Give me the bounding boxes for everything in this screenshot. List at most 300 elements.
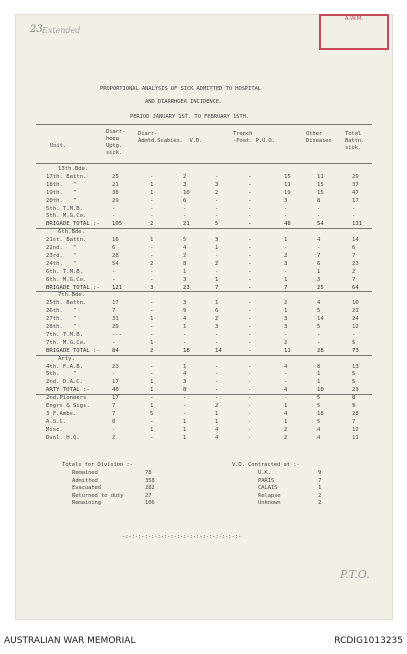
value-cell: - <box>248 418 252 425</box>
value-cell: - <box>317 205 321 212</box>
value-cell: 3 <box>183 181 187 188</box>
value-cell: 17 <box>112 300 119 307</box>
value-cell: 3 <box>150 284 154 291</box>
unit-cell: 5th. T.M.B. <box>46 205 84 212</box>
value-cell: 11 <box>284 347 291 354</box>
title-line-3: PERIOD JANUARY 1ST. TO FEBRUARY 15TH. <box>130 114 250 120</box>
value-cell: 1 <box>150 316 154 323</box>
value-cell: - <box>215 268 219 275</box>
unit-cell: 23rd. " <box>46 252 77 259</box>
value-cell: - <box>248 363 252 370</box>
awm-stamp <box>319 14 389 50</box>
value-cell: - <box>215 197 219 204</box>
value-cell: 38 <box>112 189 119 196</box>
unit-cell: 5th. M.G.Co. <box>46 213 87 220</box>
value-cell: 21 <box>183 221 190 228</box>
table-row <box>0 403 378 410</box>
value-cell: - <box>317 245 321 251</box>
table-row <box>0 277 378 284</box>
value-cell: - <box>112 276 116 283</box>
value-cell: - <box>284 213 288 220</box>
unit-cell: 19th. " <box>46 189 77 196</box>
value-cell: 1 <box>183 426 187 433</box>
value-cell: 5 <box>317 324 321 330</box>
value-cell: - <box>248 316 252 323</box>
value-cell: 6 <box>112 245 116 251</box>
value-cell: 5 <box>352 371 356 378</box>
unit-cell: 26th. " <box>46 308 77 315</box>
totals-label: Remaining <box>72 500 101 506</box>
totals-value: 27 <box>145 492 152 499</box>
value-cell: 1 <box>284 237 288 244</box>
value-cell: 2 <box>150 260 154 267</box>
value-cell: - <box>248 308 252 315</box>
unit-cell: 24th. " <box>46 260 77 267</box>
value-cell: - <box>215 387 219 394</box>
value-cell: - <box>248 221 252 228</box>
table-row <box>0 182 378 189</box>
value-cell: - <box>183 403 187 409</box>
col-header-diarr-admtd: Diarr- Admtd.Scabies. V.D. <box>138 131 203 144</box>
value-cell: 3 <box>284 197 288 204</box>
value-cell: 1 <box>150 426 154 433</box>
table-row <box>0 261 378 268</box>
value-cell: 1 <box>215 418 219 425</box>
value-cell: - <box>183 331 187 338</box>
value-cell: 29 <box>112 324 119 330</box>
unit-cell: Arty. <box>58 355 75 362</box>
value-cell: - <box>248 410 252 417</box>
totals-label: Remained <box>72 470 98 476</box>
value-cell: - <box>150 245 154 251</box>
value-cell: - <box>284 379 288 386</box>
value-cell: - <box>150 205 154 212</box>
unit-cell: Dvnl. H.Q. <box>46 434 80 441</box>
value-cell: - <box>248 339 252 346</box>
value-cell: - <box>215 339 219 346</box>
value-cell: - <box>284 268 288 275</box>
vd-label: CALAIS <box>258 485 278 491</box>
value-cell: 17 <box>112 395 119 402</box>
value-cell: 23 <box>352 260 359 267</box>
value-cell: - <box>150 434 154 441</box>
group-header-row <box>0 356 378 363</box>
group-header-row <box>0 292 378 299</box>
value-cell: - <box>215 205 219 212</box>
value-cell: 4 <box>317 237 321 244</box>
value-cell: - <box>248 331 252 338</box>
value-cell: 48 <box>284 221 291 228</box>
value-cell: - <box>248 276 252 283</box>
value-cell: 25 <box>317 284 324 291</box>
footer-institution: AUSTRALIAN WAR MEMORIAL <box>4 636 136 646</box>
value-cell: - <box>248 434 252 441</box>
value-cell: 3 <box>284 316 288 323</box>
col-header-trench-foot: Trench -Foot. P.U.O. <box>233 131 275 144</box>
table-row <box>0 371 378 378</box>
value-cell: 1 <box>150 339 154 346</box>
unit-cell: 25th. Battn. <box>46 300 87 307</box>
value-cell: - <box>248 324 252 330</box>
value-cell: 3 <box>284 324 288 330</box>
value-cell: 2 <box>183 252 187 259</box>
value-cell: 2 <box>284 252 288 259</box>
value-cell: - <box>248 189 252 196</box>
value-cell: 2 <box>284 426 288 433</box>
value-cell: - <box>248 245 252 251</box>
value-cell: 4 <box>317 426 321 433</box>
value-cell: - <box>248 371 252 378</box>
vd-value: 9 <box>318 470 322 476</box>
value-cell: 4 <box>284 387 288 394</box>
unit-cell: 20th. " <box>46 197 77 204</box>
totals-value: 358 <box>145 477 155 484</box>
value-cell: 1 <box>183 434 187 441</box>
value-cell: 1 <box>150 379 154 386</box>
value-cell: 23 <box>112 363 119 370</box>
value-cell: 4 <box>183 316 187 323</box>
value-cell: 16 <box>112 237 119 244</box>
value-cell: - <box>284 331 288 338</box>
value-cell: 17 <box>352 197 359 204</box>
value-cell: 1 <box>183 418 187 425</box>
unit-cell: 18th. " <box>46 181 77 188</box>
table-row <box>0 340 378 347</box>
value-cell: - <box>248 205 252 212</box>
unit-cell: 21st. Battn. <box>46 237 87 244</box>
value-cell: 1 <box>150 189 154 196</box>
value-cell: 1 <box>183 268 187 275</box>
value-cell: 5 <box>215 221 219 228</box>
value-cell: 5 <box>317 308 321 315</box>
value-cell: 47 <box>352 189 359 196</box>
value-cell: 29 <box>352 173 359 180</box>
unit-cell: 22nd. " <box>46 245 77 251</box>
value-cell: - <box>215 252 219 259</box>
value-cell: 40 <box>112 387 119 394</box>
value-cell: 7 <box>284 284 288 291</box>
value-cell: 5 <box>317 395 321 402</box>
value-cell: 2 <box>215 316 219 323</box>
unit-cell: BRIGADE TOTAL :- <box>46 221 100 228</box>
value-cell: - <box>183 395 187 402</box>
value-cell: 1 <box>317 371 321 378</box>
value-cell: 3 <box>215 324 219 330</box>
value-cell: 8 <box>352 395 356 402</box>
unit-cell: BRIGADE TOTAL :- <box>46 347 100 354</box>
value-cell: 121 <box>112 284 123 291</box>
value-cell: 19 <box>284 189 291 196</box>
table-row <box>0 419 378 426</box>
header-rule-bottom <box>36 163 372 164</box>
value-cell: - <box>112 268 116 275</box>
value-cell: 4 <box>284 410 288 417</box>
value-cell: 3 <box>215 237 219 244</box>
unit-cell: BRIGADE TOTAL :- <box>46 284 100 291</box>
value-cell: 10 <box>317 387 324 394</box>
value-cell: 2 <box>215 403 219 409</box>
value-cell: 4 <box>284 363 288 370</box>
table-row <box>0 332 378 339</box>
value-cell: - <box>352 331 356 338</box>
value-cell: - <box>248 300 252 307</box>
stamp-line-1: A.W.M. <box>344 16 364 22</box>
vd-value: 2 <box>318 492 322 499</box>
value-cell: 3 <box>317 276 321 283</box>
totals-label: Evacuated <box>72 485 101 491</box>
value-cell: 1 <box>284 403 288 409</box>
value-cell: 17 <box>112 379 119 386</box>
col-header-total-battn: Total Battn. sick. <box>345 131 365 151</box>
value-cell: 7 <box>352 252 356 259</box>
value-cell: - <box>248 213 252 220</box>
totals-value: 106 <box>145 500 155 506</box>
value-cell: 28 <box>352 410 359 417</box>
footer-reference: RCDIG1013235 <box>334 636 403 646</box>
value-cell: - <box>150 197 154 204</box>
unit-cell: 2nd.Pioneers <box>46 395 87 402</box>
value-cell: 37 <box>352 181 359 188</box>
vd-label: PARIS <box>258 477 275 484</box>
totals-label: Returned to duty <box>72 492 124 499</box>
unit-cell: 4th. F.A.B. <box>46 363 84 370</box>
vd-value: 7 <box>318 477 322 484</box>
value-cell: 21 <box>112 181 119 188</box>
value-cell: 7 <box>317 252 321 259</box>
value-cell: 9 <box>352 403 356 409</box>
value-cell: - <box>215 173 219 180</box>
value-cell: 2 <box>284 300 288 307</box>
value-cell: 2 <box>215 189 219 196</box>
title-line-1: PROPORTIONAL ANALYSIS OF SICK ADMITTED TO HOSPITAL <box>100 86 261 92</box>
value-cell: 14 <box>352 237 359 244</box>
value-cell: - <box>150 371 154 378</box>
value-cell: - <box>150 276 154 283</box>
table-row <box>0 411 378 418</box>
group-header-row <box>0 229 378 236</box>
table-row <box>0 253 378 260</box>
value-cell: 8 <box>317 197 321 204</box>
value-cell: 3 <box>215 181 219 188</box>
value-cell: 7 <box>112 308 116 315</box>
value-cell: 5 <box>150 410 154 417</box>
vd-heading: V.D. Contracted at :- <box>232 462 300 468</box>
dashed-divider: -:-:-:-:-:-:-:-:-:-:-:-:-:-:-:-:-:-:- <box>122 534 242 540</box>
value-cell: 2 <box>352 268 356 275</box>
handwritten-pto: P.T.O. <box>340 568 370 581</box>
value-cell: 1 <box>150 387 154 394</box>
unit-cell: 17th. Battn. <box>46 173 87 180</box>
value-cell: 8 <box>317 363 321 370</box>
group-header-row <box>0 166 378 173</box>
unit-cell: 6th. M.G.Co. <box>46 276 87 283</box>
value-cell: 23 <box>183 284 190 291</box>
value-cell: - <box>150 213 154 220</box>
value-cell: 28 <box>112 252 119 259</box>
table-row <box>0 435 378 442</box>
value-cell: - <box>248 252 252 259</box>
value-cell: 21 <box>352 308 359 315</box>
value-cell: - <box>150 324 154 330</box>
value-cell: - <box>150 173 154 180</box>
value-cell: - <box>215 395 219 402</box>
totals-value: 78 <box>145 470 152 476</box>
value-cell: 4 <box>215 426 219 433</box>
value-cell: 2 <box>284 434 288 441</box>
value-cell: 15 <box>284 173 291 180</box>
value-cell: 9 <box>183 308 187 315</box>
value-cell: - <box>215 371 219 378</box>
value-cell: - <box>112 213 116 220</box>
value-cell: 12 <box>352 324 359 330</box>
value-cell: 54 <box>112 260 119 267</box>
table-row <box>0 316 378 323</box>
value-cell: 6 <box>183 197 187 204</box>
value-cell: - <box>215 379 219 386</box>
value-cell: 10 <box>183 189 190 196</box>
value-cell: 11 <box>352 434 359 441</box>
value-cell: --- <box>112 331 123 338</box>
value-cell: 1 <box>215 276 219 283</box>
value-cell: - <box>248 347 252 354</box>
value-cell: - <box>183 213 187 220</box>
value-cell: 3 <box>284 260 288 267</box>
value-cell: 7 <box>215 284 219 291</box>
value-cell: 1 <box>215 410 219 417</box>
value-cell: 7 <box>352 276 356 283</box>
table-row <box>0 308 378 315</box>
table-row <box>0 364 378 371</box>
value-cell: 5 <box>352 339 356 346</box>
unit-cell: 6th.Bde. <box>58 229 85 236</box>
unit-cell: ARTY TOTAL :- <box>46 387 90 394</box>
value-cell: 18 <box>317 410 324 417</box>
value-cell: 64 <box>352 284 359 291</box>
value-cell: - <box>112 426 116 433</box>
value-cell: 2 <box>150 221 154 228</box>
value-cell: - <box>150 308 154 315</box>
value-cell: 29 <box>112 197 119 204</box>
value-cell: - <box>248 237 252 244</box>
value-cell: 1 <box>317 268 321 275</box>
value-cell: - <box>112 339 116 346</box>
value-cell: 2 <box>215 260 219 267</box>
table-row <box>0 198 378 205</box>
value-cell: - <box>248 403 252 409</box>
unit-cell: Engrs & Sigs. <box>46 403 90 409</box>
value-cell: - <box>317 331 321 338</box>
value-cell: 24 <box>352 316 359 323</box>
handwritten-page-number: 23 <box>30 24 43 35</box>
value-cell: - <box>284 245 288 251</box>
value-cell: 15 <box>317 189 324 196</box>
vd-value: 2 <box>318 500 322 506</box>
value-cell: 5 <box>183 237 187 244</box>
value-cell: 1 <box>317 379 321 386</box>
table-row <box>0 190 378 197</box>
table-row <box>0 174 378 181</box>
value-cell: - <box>248 379 252 386</box>
table-row <box>0 269 378 276</box>
value-cell: 3 <box>183 300 187 307</box>
value-cell: 28 <box>317 347 324 354</box>
value-cell: - <box>183 410 187 417</box>
value-cell: 7 <box>112 403 116 409</box>
table-row <box>0 237 378 244</box>
value-cell: 5 <box>317 418 321 425</box>
value-cell: - <box>284 205 288 212</box>
value-cell: - <box>112 371 116 378</box>
unit-cell: A.S.C. <box>46 418 67 425</box>
value-cell: - <box>150 395 154 402</box>
value-cell: 12 <box>352 426 359 433</box>
table-row <box>0 395 378 402</box>
totals-heading: Totals for Division :- <box>62 462 133 468</box>
value-cell: 7 <box>352 418 356 425</box>
value-cell: 23 <box>352 387 359 394</box>
value-cell: 4 <box>317 300 321 307</box>
value-cell: 1 <box>183 363 187 370</box>
handwritten-note: Extended <box>42 26 81 35</box>
value-cell: 2 <box>112 434 116 441</box>
value-cell: 10 <box>352 300 359 307</box>
value-cell: - <box>317 213 321 220</box>
value-cell: 14 <box>317 316 324 323</box>
value-cell: - <box>150 331 154 338</box>
value-cell: 1 <box>183 324 187 330</box>
value-cell: - <box>183 339 187 346</box>
table-row <box>0 213 378 220</box>
table-row <box>0 379 378 386</box>
totals-label: Admitted <box>72 477 98 484</box>
value-cell: 54 <box>317 221 324 228</box>
unit-cell: 7th. M.G.Co. <box>46 339 87 346</box>
value-cell: 5 <box>317 403 321 409</box>
value-cell: 3 <box>183 276 187 283</box>
value-cell: 1 <box>284 308 288 315</box>
value-cell: 1 <box>284 418 288 425</box>
value-cell: - <box>183 205 187 212</box>
value-cell: 8 <box>183 260 187 267</box>
value-cell: 3 <box>183 379 187 386</box>
value-cell: 1 <box>284 276 288 283</box>
col-header-diarrhoea: Diarr- hoea Uptg. sick. <box>106 129 126 156</box>
value-cell: - <box>248 268 252 275</box>
value-cell: 105 <box>112 221 123 228</box>
value-cell: 131 <box>352 221 363 228</box>
value-cell: - <box>248 173 252 180</box>
value-cell: - <box>248 395 252 402</box>
value-cell: 8 <box>112 418 116 425</box>
header-rule-top <box>36 124 372 125</box>
value-cell: - <box>150 418 154 425</box>
value-cell: 1 <box>150 181 154 188</box>
value-cell: - <box>284 395 288 402</box>
unit-cell: 3 F.Ambs. <box>46 410 77 417</box>
unit-cell: 28th. " <box>46 324 77 330</box>
value-cell: 6 <box>352 245 356 251</box>
value-cell: - <box>215 213 219 220</box>
unit-cell: 13th.Bde. <box>58 166 89 172</box>
value-cell: 4 <box>317 434 321 441</box>
value-cell: 1 <box>150 403 154 409</box>
value-cell: 5 <box>352 379 356 386</box>
vd-label: U.K. <box>258 470 271 476</box>
value-cell: 1 <box>150 237 154 244</box>
value-cell: - <box>215 363 219 370</box>
value-cell: 14 <box>215 347 222 354</box>
value-cell: - <box>150 300 154 307</box>
